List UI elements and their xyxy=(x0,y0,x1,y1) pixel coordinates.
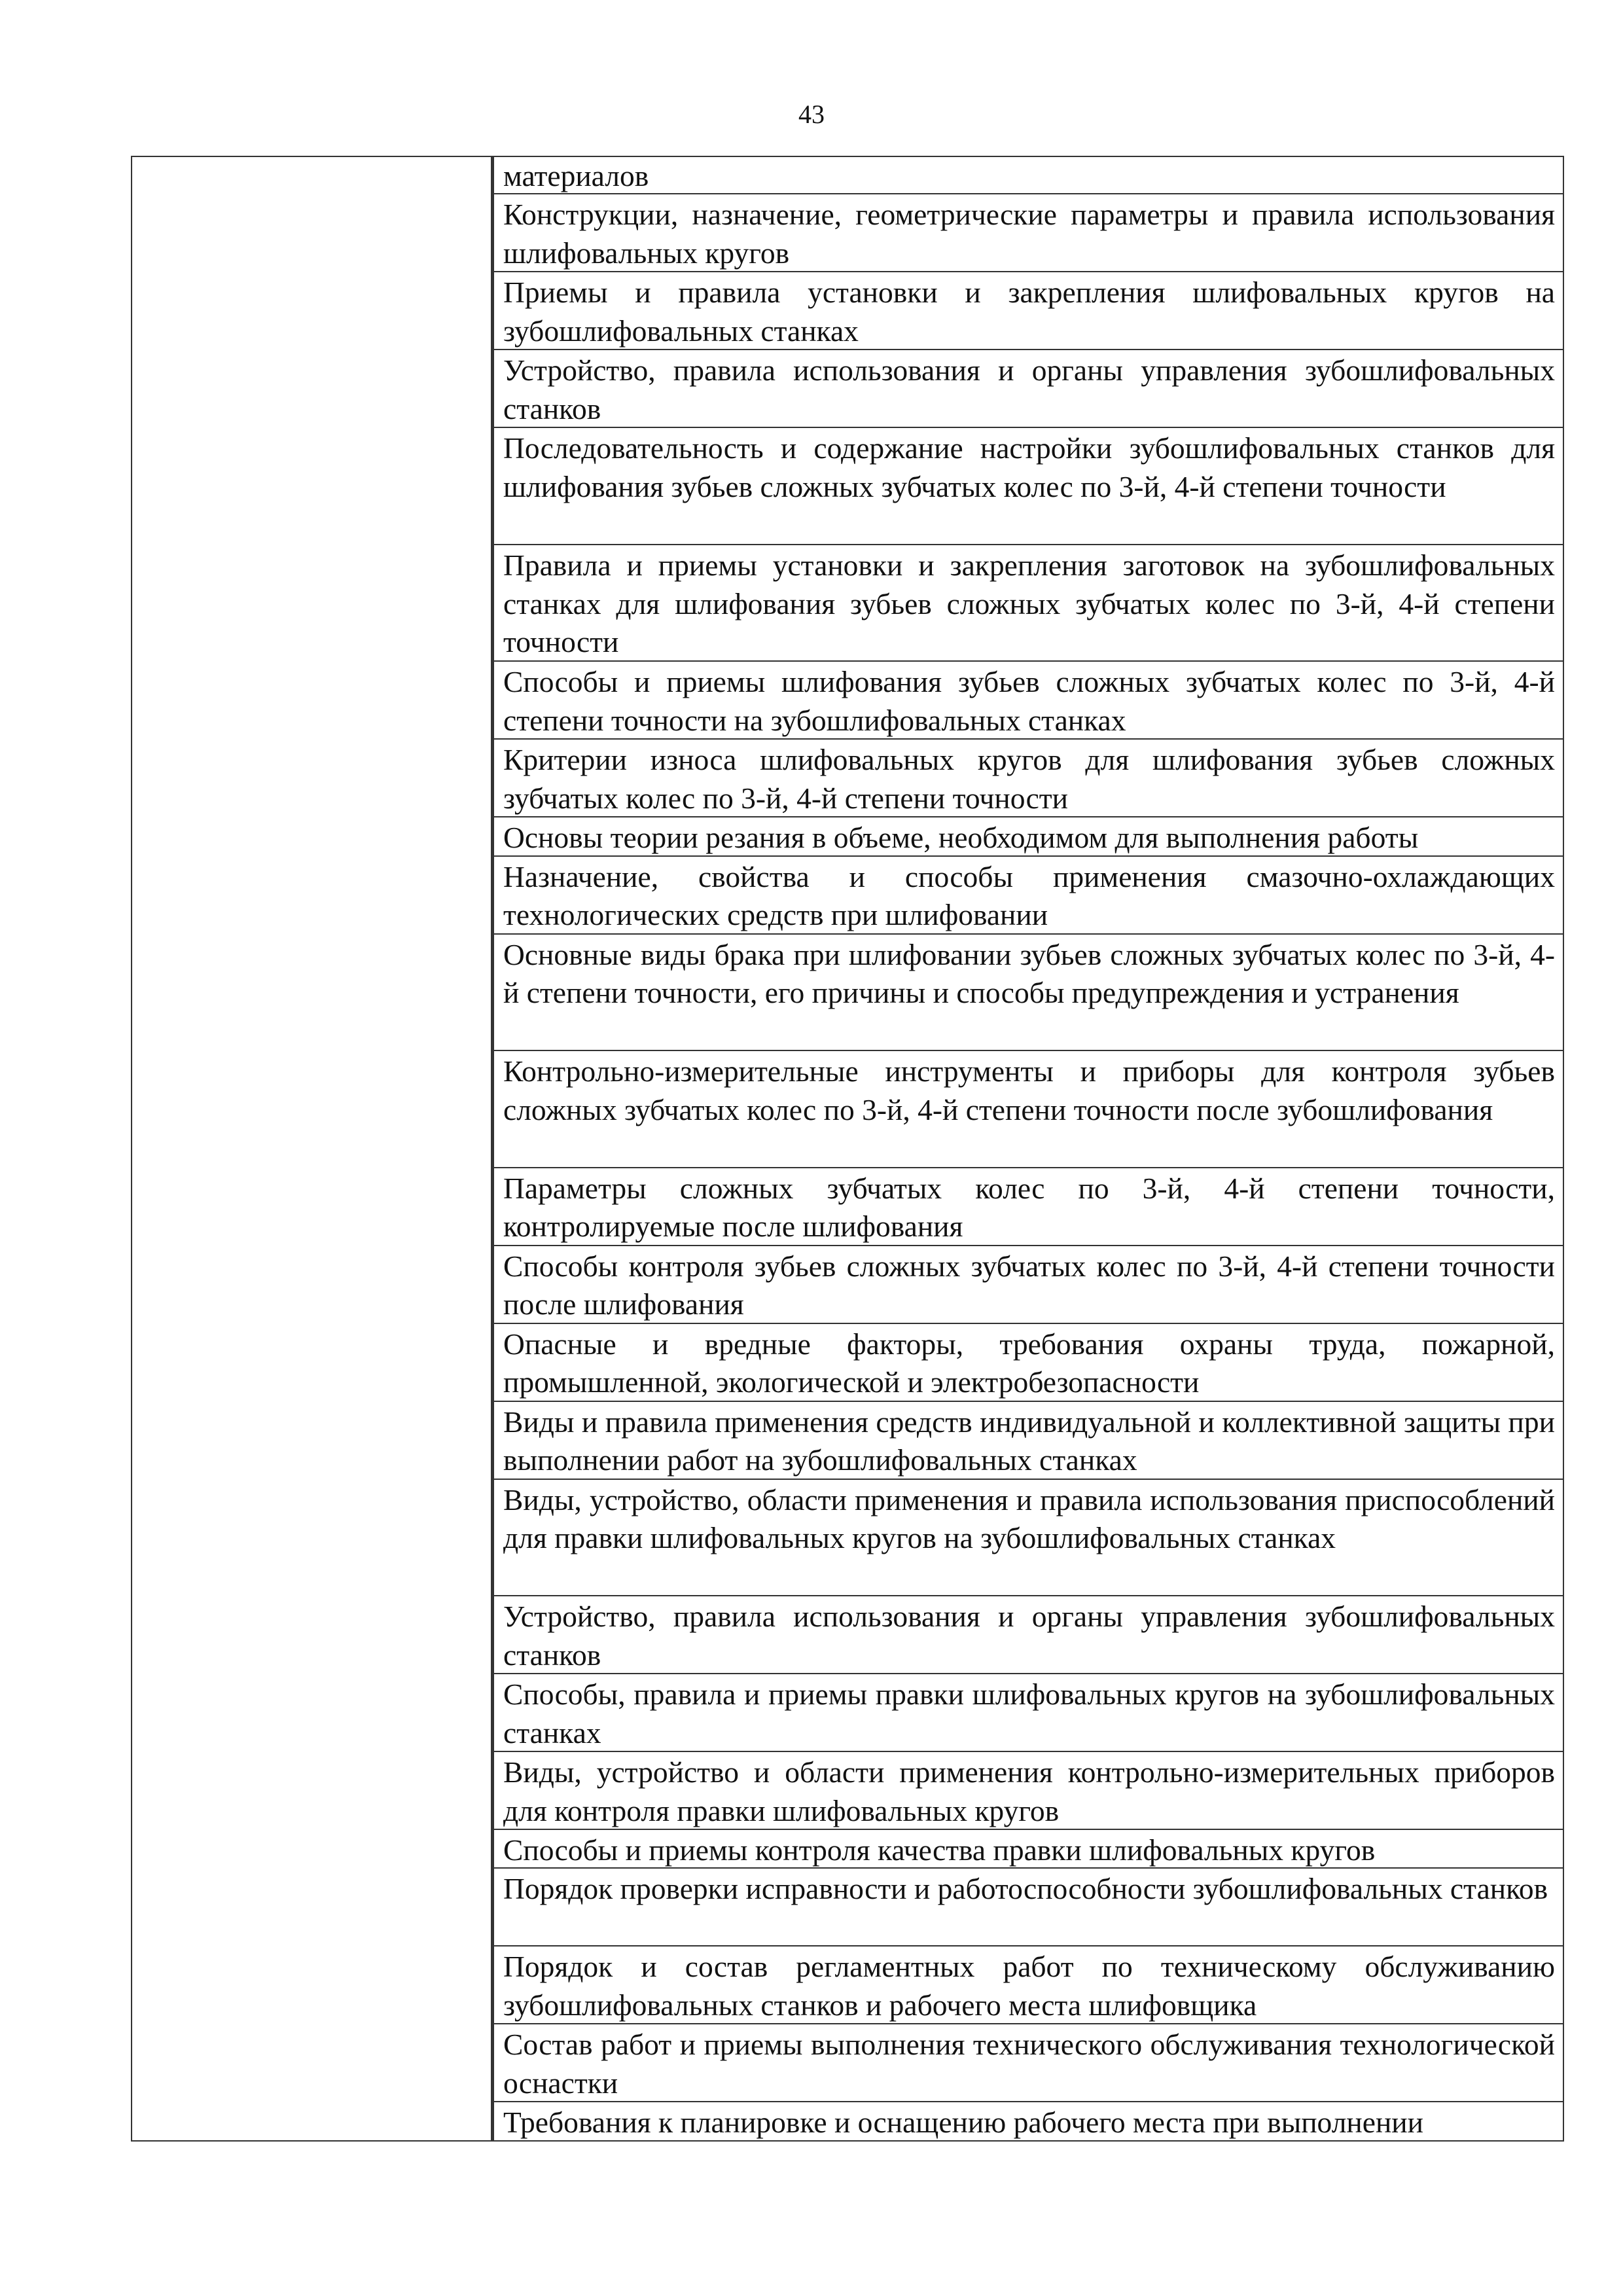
table-row: Виды и правила применения средств индивидуальной и коллективной защиты при выполнении работ на зубошлифовальных станках xyxy=(492,1402,1564,1480)
table-row: Устройство, правила использования и органы управления зубошлифовальных станков xyxy=(492,350,1564,428)
table-row: материалов xyxy=(492,156,1564,194)
table-row: Контрольно-измерительные инструменты и приборы для контроля зубьев сложных зубчатых колес по 3-й, 4-й степени точности после зубошлифования xyxy=(492,1051,1564,1168)
table-row: Устройство, правила использования и органы управления зубошлифовальных станков xyxy=(492,1596,1564,1674)
table-row: Опасные и вредные факторы, требования охраны труда, пожарной, промышленной, экологической и электробезопасности xyxy=(492,1324,1564,1402)
table-row: Порядок проверки исправности и работоспособности зубошлифовальных станков xyxy=(492,1869,1564,1946)
table-row: Правила и приемы установки и закрепления заготовок на зубошлифовальных станках для шлифования зубьев сложных зубчатых колес по 3-й, 4-й степени точности xyxy=(492,545,1564,662)
table-row: Требования к планировке и оснащению рабочего места при выполнении xyxy=(492,2102,1564,2141)
table-row: Параметры сложных зубчатых колес по 3-й, 4-й степени точности, контролируемые после шлифования xyxy=(492,1168,1564,1246)
table-row: Последовательность и содержание настройки зубошлифовальных станков для шлифования зубьев сложных зубчатых колес по 3-й, 4-й степени точности xyxy=(492,428,1564,545)
table-row: Способы и приемы контроля качества правки шлифовальных кругов xyxy=(492,1830,1564,1869)
table-row: Виды, устройство, области применения и правила использования приспособлений для правки шлифовальных кругов на зубошлифовальных станках xyxy=(492,1480,1564,1596)
table-row: Конструкции, назначение, геометрические параметры и правила использования шлифовальных кругов xyxy=(492,194,1564,272)
table-row: Состав работ и приемы выполнения технического обслуживания технологической оснастки xyxy=(492,2024,1564,2102)
table-row: Основы теории резания в объеме, необходимом для выполнения работы xyxy=(492,817,1564,856)
table-left-column-cell xyxy=(131,156,492,2142)
table-row: Способы и приемы шлифования зубьев сложных зубчатых колес по 3-й, 4-й степени точности на зубошлифовальных станках xyxy=(492,662,1564,740)
table-row: Приемы и правила установки и закрепления шлифовальных кругов на зубошлифовальных станках xyxy=(492,272,1564,350)
page-number: 43 xyxy=(798,99,825,129)
table-row: Критерии износа шлифовальных кругов для шлифования зубьев сложных зубчатых колес по 3-й, 4-й степени точности xyxy=(492,740,1564,817)
table-row: Способы контроля зубьев сложных зубчатых колес по 3-й, 4-й степени точности после шлифования xyxy=(492,1246,1564,1324)
table-row: Назначение, свойства и способы применения смазочно-охлаждающих технологических средств при шлифовании xyxy=(492,857,1564,935)
table-right-column xyxy=(492,156,1564,2142)
table-row: Основные виды брака при шлифовании зубьев сложных зубчатых колес по 3-й, 4-й степени точности, его причины и способы предупреждения и устранения xyxy=(492,935,1564,1051)
table-row: Виды, устройство и области применения контрольно-измерительных приборов для контроля правки шлифовальных кругов xyxy=(492,1752,1564,1830)
table-row: Способы, правила и приемы правки шлифовальных кругов на зубошлифовальных станках xyxy=(492,1674,1564,1752)
table-row: Порядок и состав регламентных работ по техническому обслуживанию зубошлифовальных станков и рабочего места шлифовщика xyxy=(492,1946,1564,2024)
